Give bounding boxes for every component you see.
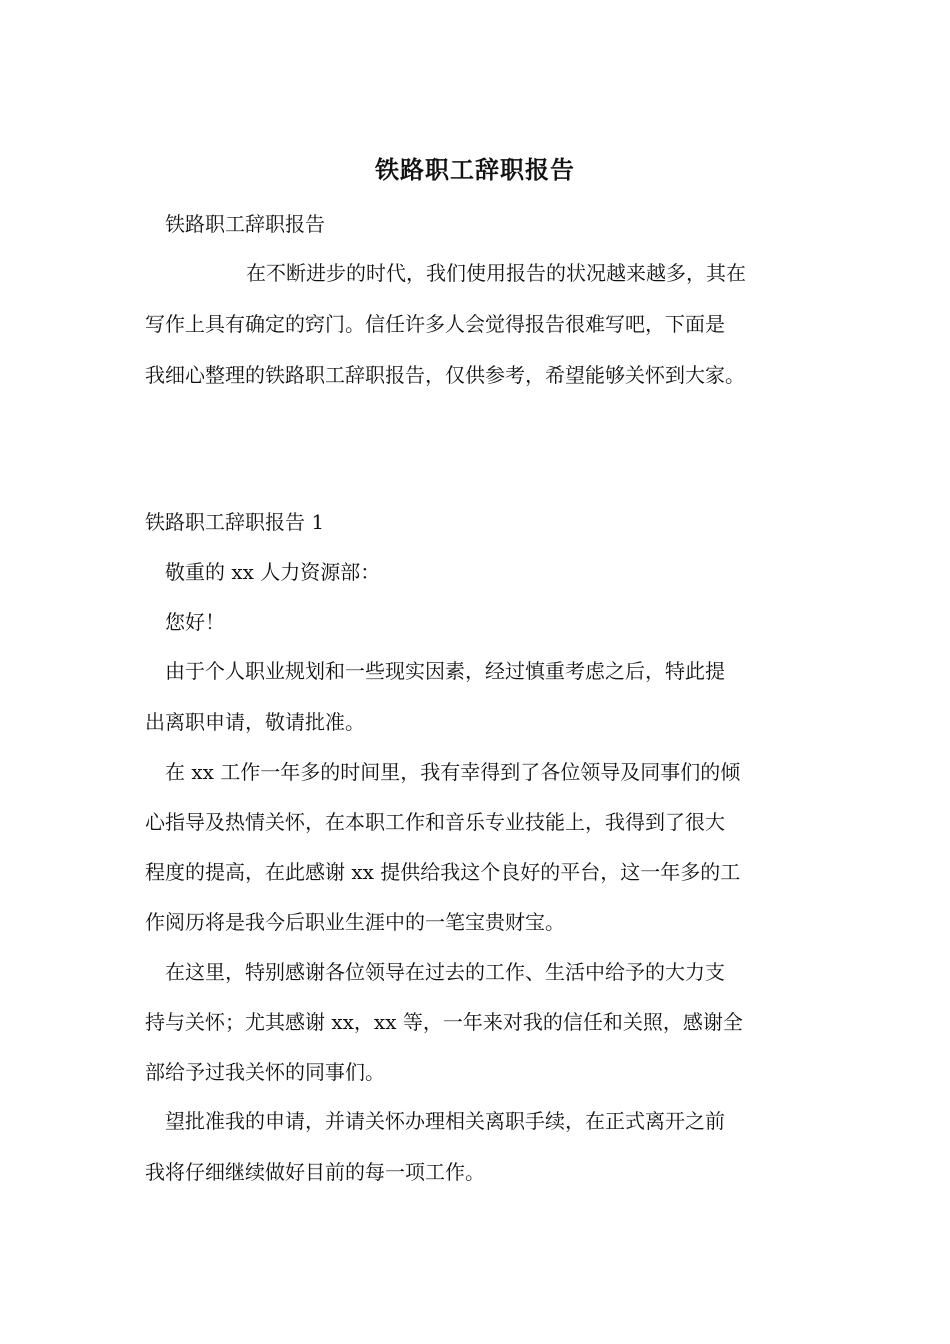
- salutation: 敬重的 xx 人力资源部：: [165, 560, 381, 584]
- body-line-11: 我将仔细继续做好目前的每一项工作。: [145, 1160, 485, 1184]
- body-line-1: 由于个人职业规划和一些现实因素，经过慎重考虑之后，特此提: [165, 659, 725, 683]
- intro-line-1: 在不断进步的时代，我们使用报告的状况越来越多，其在: [246, 261, 746, 285]
- body-line-10: 望批准我的申请，并请关怀办理相关离职手续，在正式离开之前: [165, 1109, 725, 1133]
- body-line-7: 在这里，特别感谢各位领导在过去的工作、生活中给予的大力支: [165, 960, 725, 984]
- greeting: 您好！: [165, 610, 225, 634]
- body-line-6: 作阅历将是我今后职业生涯中的一笔宝贵财宝。: [145, 910, 565, 934]
- body-line-4: 心指导及热情关怀，在本职工作和音乐专业技能上，我得到了很大: [145, 810, 725, 834]
- document-title: 铁路职工辞职报告: [375, 155, 575, 184]
- body-line-8: 持与关怀；尤其感谢 xx，xx 等，一年来对我的信任和关照，感谢全: [145, 1010, 743, 1034]
- section-heading: 铁路职工辞职报告 1: [145, 510, 325, 534]
- intro-line-3: 我细心整理的铁路职工辞职报告，仅供参考，希望能够关怀到大家。: [145, 363, 745, 387]
- intro-line-2: 写作上具有确定的窍门。信任许多人会觉得报告很难写吧，下面是: [145, 312, 725, 336]
- body-line-9: 部给予过我关怀的同事们。: [145, 1060, 385, 1084]
- body-line-3: 在 xx 工作一年多的时间里，我有幸得到了各位领导及同事们的倾: [165, 760, 741, 784]
- document-subtitle: 铁路职工辞职报告: [165, 212, 325, 236]
- body-line-2: 出离职申请，敬请批准。: [145, 710, 365, 734]
- body-line-5: 程度的提高，在此感谢 xx 提供给我这个良好的平台，这一年多的工: [145, 860, 741, 884]
